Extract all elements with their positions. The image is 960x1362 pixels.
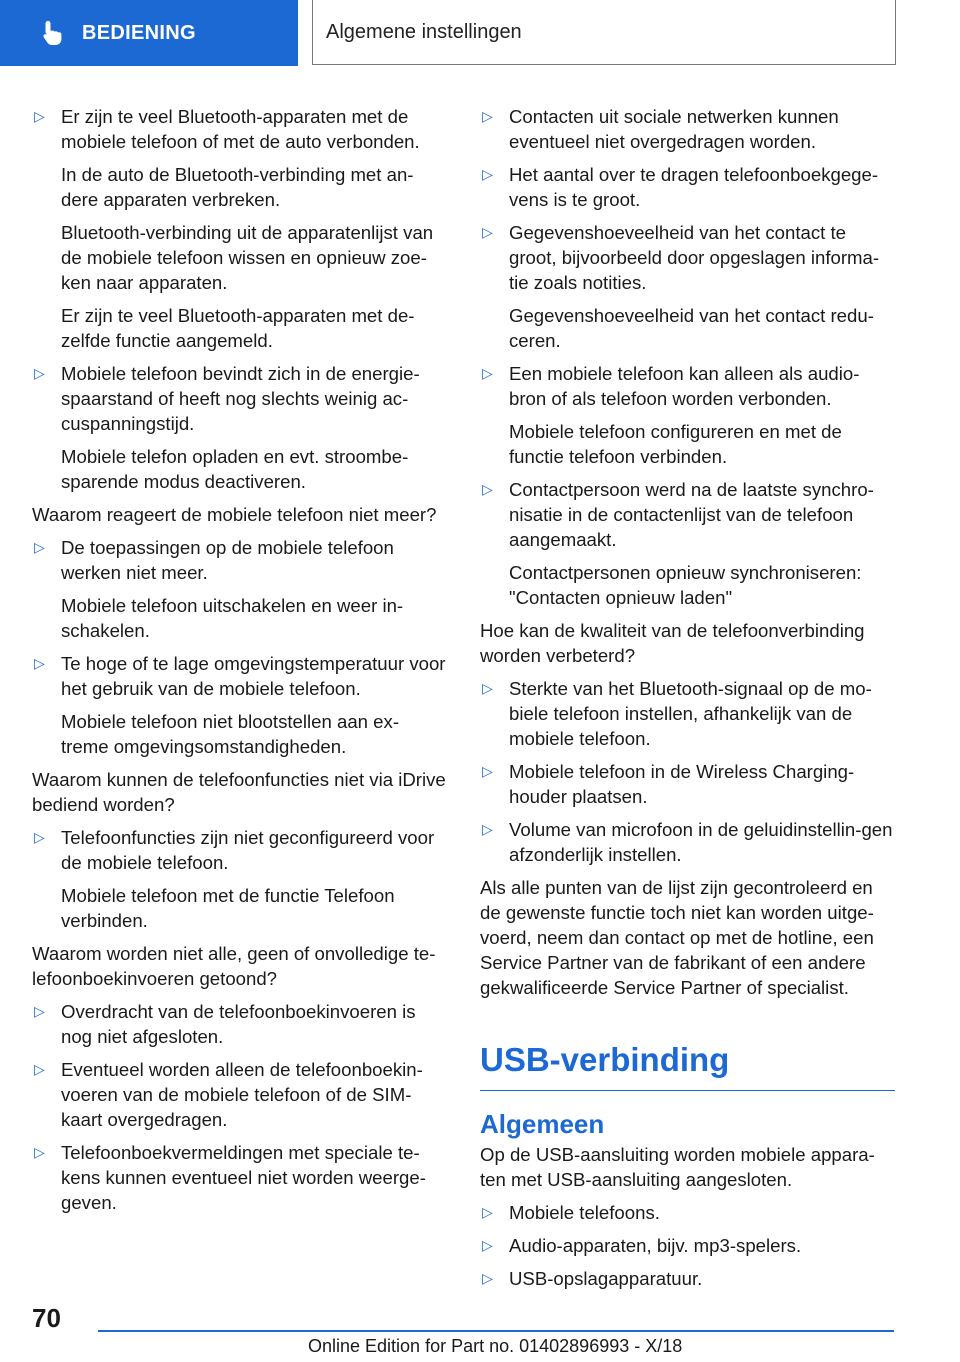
remedy-text: Mobiele telefoon met de functie Telefoon verbinden.: [61, 885, 395, 931]
remedy-text: Contactpersonen opnieuw synchroniseren: "Contacten opnieuw laden": [509, 562, 862, 608]
left-column: [32, 104, 446, 1223]
list-item: [480, 1266, 895, 1291]
chapter-title-box: [312, 0, 896, 65]
bullet-triangle-icon: ▷: [34, 829, 45, 845]
pointing-hand-icon: [38, 18, 68, 48]
bullet-triangle-icon: ▷: [482, 1270, 493, 1286]
list-item: [480, 676, 895, 751]
list-item: [32, 651, 446, 701]
bullet-triangle-icon: ▷: [34, 655, 45, 671]
question-text: Waarom worden niet alle, geen of onvolledige te‐lefoonboekinvoeren getoond?: [32, 943, 436, 989]
list-item-text: Eventueel worden alleen de telefoonboekin‐voeren van de mobiele telefoon of de SIM-kaart overgedragen.: [61, 1059, 423, 1130]
bullet-triangle-icon: ▷: [482, 481, 493, 497]
list-item: [480, 220, 895, 295]
list-item-text: USB-opslagapparatuur.: [509, 1268, 703, 1289]
question-text: Hoe kan de kwaliteit van de telefoonverbinding worden verbeterd?: [480, 620, 865, 666]
list-item: [32, 535, 446, 585]
question-text: Waarom kunnen de telefoonfuncties niet via iDrive bediend worden?: [32, 769, 446, 815]
list-item: [480, 759, 895, 809]
footer-divider: [98, 1330, 894, 1332]
list-item: [480, 162, 895, 212]
bullet-triangle-icon: ▷: [34, 1003, 45, 1019]
remedy-text: Mobiele telefoon uitschakelen en weer in‐schakelen.: [61, 595, 404, 641]
list-item-text: Te hoge of te lage omgevingstemperatuur voor het gebruik van de mobiele telefoon.: [61, 653, 446, 699]
list-item-text: Telefoonfuncties zijn niet geconfigureerd voor de mobiele telefoon.: [61, 827, 435, 873]
section-tab: [0, 0, 298, 66]
list-item-text: Er zijn te veel Bluetooth-apparaten met de mobiele telefoon of met de auto verbonden.: [61, 106, 420, 152]
list-item: [32, 1140, 446, 1215]
list-item-text: Audio-apparaten, bijv. mp3-spelers.: [509, 1235, 802, 1256]
list-item: [32, 104, 446, 154]
bullet-triangle-icon: ▷: [34, 365, 45, 381]
subsection-heading: Algemeen: [480, 1109, 605, 1139]
page-header: [0, 0, 960, 66]
list-item-text: Mobiele telefoon bevindt zich in de energie‐spaarstand of heeft nog slechts weinig ac‐cuspanningstijd.: [61, 363, 420, 434]
list-item-text: Mobiele telefoon in de Wireless Charging-houder plaatsen.: [509, 761, 855, 807]
bullet-triangle-icon: ▷: [34, 108, 45, 124]
list-item-text: Contacten uit sociale netwerken kunnen eventueel niet overgedragen worden.: [509, 106, 839, 152]
remedy-text: Er zijn te veel Bluetooth-apparaten met de‐zelfde functie aangemeld.: [61, 305, 415, 351]
bullet-triangle-icon: ▷: [482, 1204, 493, 1220]
remedy-text: Mobiele telefon opladen en evt. stroombe‐sparende modus deactiveren.: [61, 446, 409, 492]
bullet-triangle-icon: ▷: [34, 1144, 45, 1160]
bullet-triangle-icon: ▷: [482, 365, 493, 381]
list-item-text: Het aantal over te dragen telefoonboekgege‐vens is te groot.: [509, 164, 879, 210]
list-item: [32, 1057, 446, 1132]
list-item-text: Telefoonboekvermeldingen met speciale te‐kens kunnen eventueel niet worden weerge‐geven.: [61, 1142, 426, 1213]
remedy-text: Gegevenshoeveelheid van het contact redu‐ceren.: [509, 305, 874, 351]
bullet-triangle-icon: ▷: [482, 108, 493, 124]
list-item: [480, 817, 895, 867]
page-number: 70: [32, 1303, 61, 1333]
list-item-text: Overdracht van de telefoonboekinvoeren is nog niet afgesloten.: [61, 1001, 416, 1047]
right-column: [480, 104, 895, 1299]
edition-text: Online Edition for Part no. 01402896993 - X/18: [308, 1336, 683, 1356]
list-item: [32, 825, 446, 875]
list-item: [480, 361, 895, 411]
list-item: [480, 1233, 895, 1258]
list-item: [480, 1200, 895, 1225]
bullet-triangle-icon: ▷: [34, 1061, 45, 1077]
question-text: Waarom reageert de mobiele telefoon niet meer?: [32, 504, 437, 525]
list-item-text: Sterkte van het Bluetooth-signaal op de mo‐biele telefoon instellen, afhankelijk van de mobiele telefoon.: [509, 678, 872, 749]
list-item: [480, 104, 895, 154]
list-item-text: Mobiele telefoons.: [509, 1202, 660, 1223]
remedy-text: In de auto de Bluetooth-verbinding met an‐dere apparaten verbreken.: [61, 164, 414, 210]
bullet-triangle-icon: ▷: [482, 763, 493, 779]
bullet-triangle-icon: ▷: [482, 1237, 493, 1253]
body-paragraph: Op de USB-aansluiting worden mobiele appara‐ten met USB-aansluiting aangesloten.: [480, 1144, 875, 1190]
list-item-text: Gegevenshoeveelheid van het contact te groot, bijvoorbeeld door opgeslagen informa‐tie zoals notities.: [509, 222, 880, 293]
list-item: [32, 999, 446, 1049]
bullet-triangle-icon: ▷: [34, 539, 45, 555]
list-item-text: Volume van microfoon in de geluidinstellin‐gen afzonderlijk instellen.: [509, 819, 893, 865]
section-heading: USB-verbinding: [480, 1040, 895, 1091]
remedy-text: Mobiele telefoon configureren en met de functie telefoon verbinden.: [509, 421, 842, 467]
list-item-text: Contactpersoon werd na de laatste synchro‐nisatie in de contactenlijst van de telefoon aangemaakt.: [509, 479, 874, 550]
list-item: [32, 361, 446, 436]
bullet-triangle-icon: ▷: [482, 680, 493, 696]
chapter-title: Algemene instellingen: [326, 20, 522, 43]
list-item: [480, 477, 895, 552]
list-item-text: Een mobiele telefoon kan alleen als audio‐bron of als telefoon worden verbonden.: [509, 363, 860, 409]
body-paragraph: Als alle punten van de lijst zijn gecontroleerd en de gewenste functie toch niet kan worden uitge‐voerd, neem dan contact op met de hotline, een Service Partner van de fabrikant of een andere gekwalificeerde Service Partner of specialist.: [480, 877, 874, 998]
bullet-triangle-icon: ▷: [482, 224, 493, 240]
remedy-text: Bluetooth-verbinding uit de apparatenlijst van de mobiele telefoon wissen en opnieuw zoe‐ken naar apparaten.: [61, 222, 434, 293]
list-item-text: De toepassingen op de mobiele telefoon werken niet meer.: [61, 537, 394, 583]
bullet-triangle-icon: ▷: [482, 821, 493, 837]
bullet-triangle-icon: ▷: [482, 166, 493, 182]
section-label: BEDIENING: [82, 21, 196, 44]
remedy-text: Mobiele telefoon niet blootstellen aan ex‐treme omgevingsomstandigheden.: [61, 711, 400, 757]
